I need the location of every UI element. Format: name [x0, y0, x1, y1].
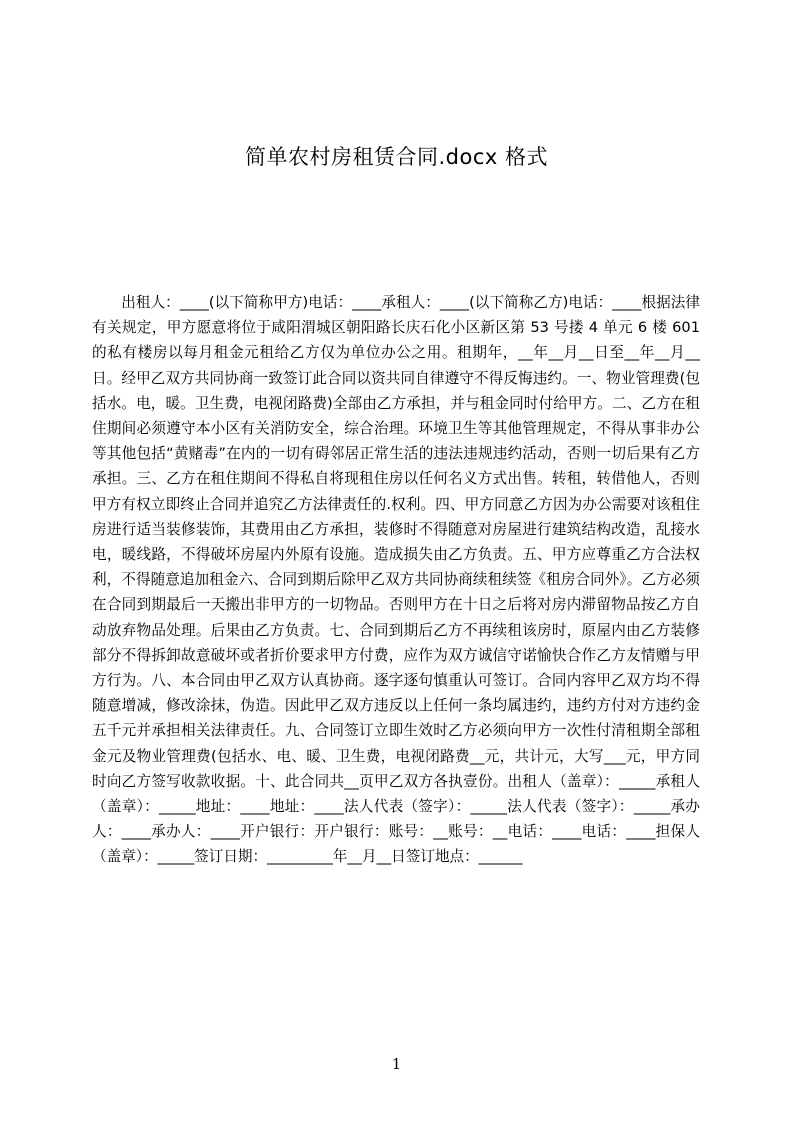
- contract-body-text: 出租人：____(以下简称甲方)电话：____承租人：____(以下简称乙方)电话：____根据法律有关规定，甲方愿意将位于咸阳渭城区朝阳路长庆石化小区新区第 53 号搂 4 单元 6 楼 601 的私有楼房以每月租金元租给乙方仅为单位办公之用。租期年，__年__月__日至__年__月__日。经甲乙双方共同协商一致签订此合同以资共同自律遵守不得反悔违约。一、物业管理费(包括水。电，暖。卫生费，电视闭路费)全部由乙方承担，并与租金同时付给甲方。二、乙方在租住期间必须遵守本小区有关消防安全，综合治理。环境卫生等其他管理规定，不得从事非办公等其他包括“黄赌毒”在内的一切有碍邻居正常生活的违法违规违约活动，否则一切后果有乙方承担。三、乙方在租住期间不得私自将现租住房以任何名义方式出售。转租，转借他人，否则甲方有权立即终止合同并追究乙方法律责任的.权利。四、甲方同意乙方因为办公需要对该租住房进行适当装修装饰，其费用由乙方承担，装修时不得随意对房屋进行建筑结构改造，乱接水电，暖线路，不得破坏房屋内外原有设施。造成损失由乙方负责。五、甲方应尊重乙方合法权利，不得随意追加租金六、合同到期后除甲乙双方共同协商续租续签《租房合同外》。乙方必须在合同到期最后一天搬出非甲方的一切物品。否则甲方在十日之后将对房内滞留物品按乙方自动放弃物品处理。后果由乙方负责。七、合同到期后乙方不再续租该房时，原屋内由乙方装修部分不得拆卸故意破坏或者折价要求甲方付费，应作为双方诚信守诺愉快合作乙方友情赠与甲方行为。八、本合同由甲乙双方认真协商。逐字逐句慎重认可签订。合同内容甲乙双方均不得随意增减，修改涂抹，伪造。因此甲乙双方违反以上任何一条均属违约，违约方付对方违约金五千元并承担相关法律责任。九、合同签订立即生效时乙方必须向甲方一次性付清租期全部租金元及物业管理费(包括水、电、暖、卫生费，电视闭路费__元，共计元，大写___元，甲方同时向乙方签写收款收据。十、此合同共__页甲乙双方各执壹份。出租人（盖章）：_____承租人（盖章）：_____地址：____地址：____法人代表（签字）：_____法人代表（签字）：_____承办人：____承办人：____开户银行：开户银行：账号：__账号：__电话：____电话：____担保人（盖章）：_____签订日期：_________年__月__日签订地点：______: [92, 294, 700, 866]
- document-title: 简单农村房租赁合同.docx 格式: [244, 145, 548, 169]
- page-number: 1: [391, 1055, 402, 1073]
